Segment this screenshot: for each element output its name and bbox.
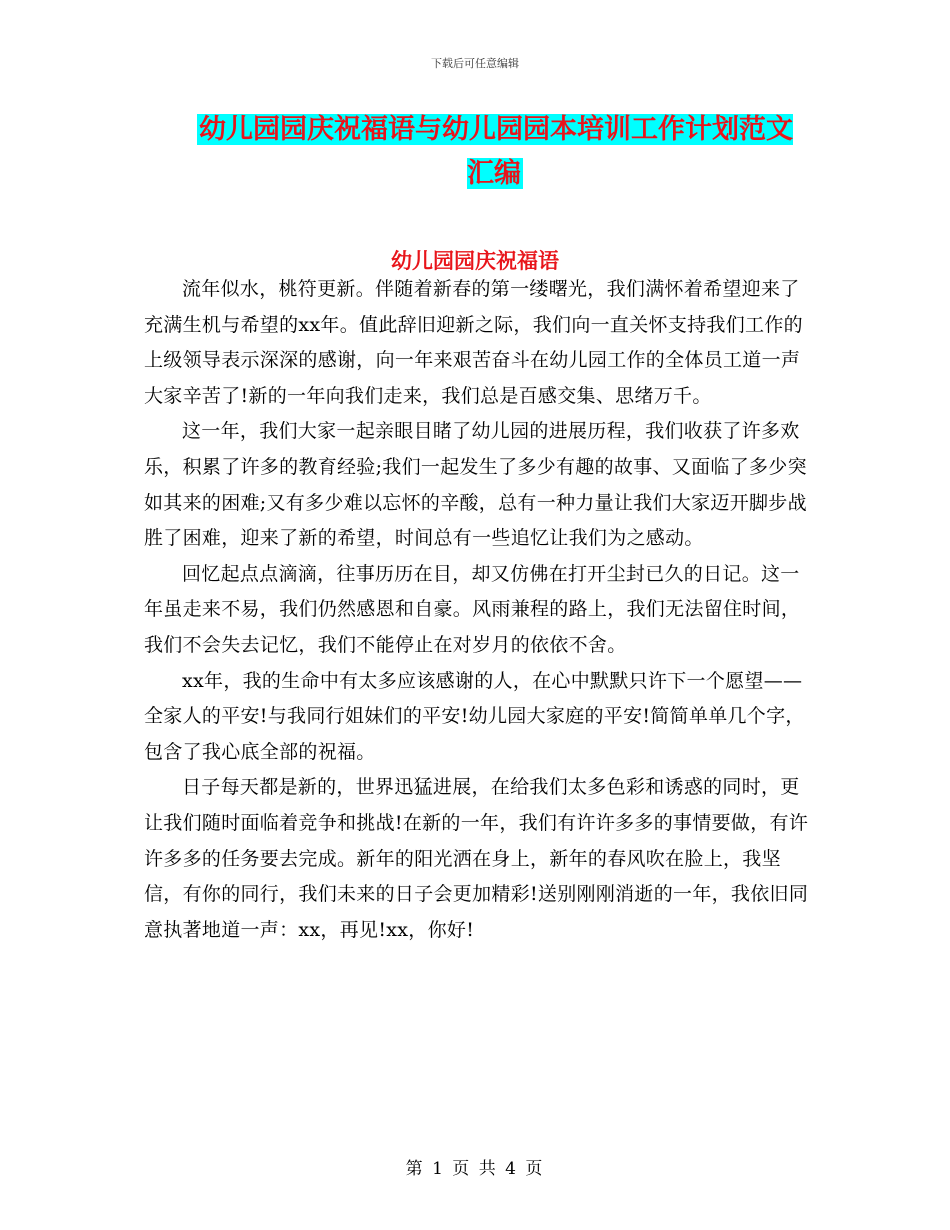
paragraph: 回忆起点点滴滴，往事历历在目，却又仿佛在打开尘封已久的日记。这一年虽走来不易，我们仍然感恩和自豪。风雨兼程的路上，我们无法留住时间，我们不会失去记忆，我们不能停止在对岁月的依依不舍。 xyxy=(144,562,801,656)
paragraph: 日子每天都是新的，世界迅猛进展，在给我们太多色彩和诱惑的同时，更让我们随时面临着竞争和挑战!在新的一年，我们有许许多多的事情要做，有许许多多的任务要去完成。新年的阳光洒在身上，新年的春风吹在脸上，我坚信，有你的同行，我们未来的日子会更加精彩!送别刚刚消逝的一年，我依旧同意执著地道一声：xx，再见!xx，你好! xyxy=(144,776,809,941)
paragraph: 这一年，我们大家一起亲眼目睹了幼儿园的进展历程，我们收获了许多欢乐，积累了许多的教育经验;我们一起发生了多少有趣的故事、又面临了多少突如其来的困难;又有多少难以忘怀的辛酸，总有一种力量让我们大家迈开脚步战胜了困难，迎来了新的希望，时间总有一些追忆让我们为之感动。 xyxy=(144,420,807,550)
body-text xyxy=(144,272,814,948)
document-title-text: 幼儿园园庆祝福语与幼儿园园本培训工作计划范文汇编 xyxy=(199,114,793,189)
document-title xyxy=(190,108,800,196)
paragraph: xx年，我的生命中有太多应该感谢的人，在心中默默只许下一个愿望——全家人的平安!与我同行姐妹们的平安!幼儿园大家庭的平安!简简单单几个字，包含了我心底全部的祝福。 xyxy=(144,669,805,763)
header-note: 下载后可任意编辑 xyxy=(431,57,519,70)
page-footer: 第 1 页 共 4 页 xyxy=(405,1159,545,1179)
section-title: 幼儿园园庆祝福语 xyxy=(391,248,559,273)
paragraph: 流年似水，桃符更新。伴随着新春的第一缕曙光，我们满怀着希望迎来了充满生机与希望的xx年。值此辞旧迎新之际，我们向一直关怀支持我们工作的上级领导表示深深的感谢，向一年来艰苦奋斗在幼儿园工作的全体员工道一声大家辛苦了!新的一年向我们走来，我们总是百感交集、思绪万千。 xyxy=(144,278,803,407)
